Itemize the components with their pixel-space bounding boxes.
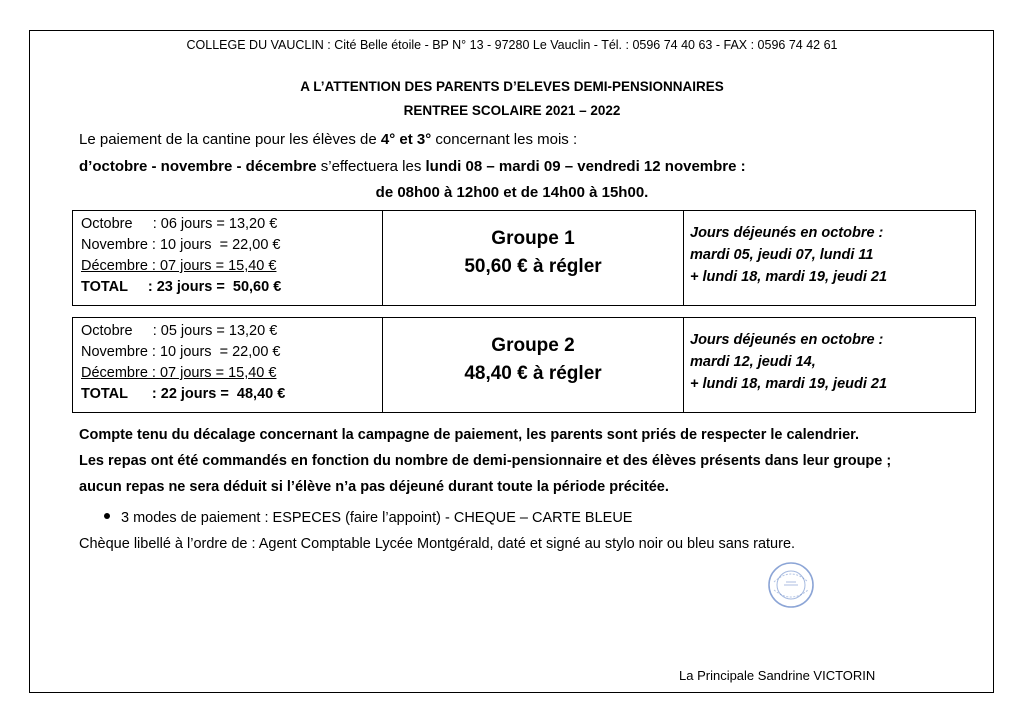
- group-2-table: [72, 317, 976, 413]
- days-line: + lundi 18, mardi 19, jeudi 21: [690, 269, 888, 285]
- group-amount: 50,60 € à régler: [464, 256, 602, 277]
- note-line-3: aucun repas ne sera déduit si l’élève n’a pas déjeuné durant toute la période précitée.: [79, 479, 669, 495]
- group-2-breakdown: [73, 318, 383, 413]
- total-row: TOTAL : 22 jours = 48,40 €: [81, 386, 286, 402]
- title-line-1: A L’ATTENTION DES PARENTS D’ELEVES DEMI-PENSIONNAIRES: [300, 79, 724, 94]
- signature-line: La Principale Sandrine VICTORIN: [679, 668, 876, 683]
- month-row: Novembre : 10 jours = 22,00 €: [81, 237, 281, 253]
- title-line-2: RENTREE SCOLAIRE 2021 – 2022: [403, 103, 621, 118]
- group-1-table: [72, 210, 976, 306]
- days-title: Jours déjeunés en octobre :: [690, 332, 884, 348]
- cheque-instructions: Chèque libellé à l’ordre de : Agent Comptable Lycée Montgérald, daté et signé au stylo noir ou bleu sans rature.: [79, 536, 796, 552]
- intro-line-2: d’octobre - novembre - décembre s’effectuera les lundi 08 – mardi 09 – vendredi 12 novembre :: [79, 158, 746, 175]
- month-row: Octobre : 06 jours = 13,20 €: [81, 216, 278, 232]
- days-line: mardi 05, jeudi 07, lundi 11: [690, 247, 874, 263]
- month-row: Octobre : 05 jours = 13,20 €: [81, 323, 278, 339]
- month-row: Novembre : 10 jours = 22,00 €: [81, 344, 281, 360]
- group-1-days: [684, 211, 976, 306]
- bullet-icon: [104, 513, 110, 519]
- group-1-breakdown: [73, 211, 383, 306]
- group-name: Groupe 1: [491, 228, 575, 249]
- group-name: Groupe 2: [491, 335, 575, 356]
- group-2-summary: [383, 318, 684, 413]
- intro-line-1: Le paiement de la cantine pour les élèves de 4° et 3° concernant les mois :: [79, 131, 578, 148]
- days-line: mardi 12, jeudi 14,: [690, 354, 816, 370]
- school-stamp: [760, 560, 822, 610]
- days-title: Jours déjeunés en octobre :: [690, 225, 884, 241]
- month-row: Décembre : 07 jours = 15,40 €: [81, 365, 277, 381]
- note-line-2: Les repas ont été commandés en fonction du nombre de demi-pensionnaire et des élèves présents dans leur groupe ;: [79, 453, 892, 469]
- payment-modes: 3 modes de paiement : ESPECES (faire l’appoint) - CHEQUE – CARTE BLEUE: [104, 510, 632, 526]
- month-row: Décembre : 07 jours = 15,40 €: [81, 258, 277, 274]
- days-line: + lundi 18, mardi 19, jeudi 21: [690, 376, 888, 392]
- intro-line-3: de 08h00 à 12h00 et de 14h00 à 15h00.: [375, 184, 649, 201]
- school-header: COLLEGE DU VAUCLIN : Cité Belle étoile - BP N° 13 - 97280 Le Vauclin - Tél. : 0596 74 40 63 - FAX : 0596 74 42 61: [186, 38, 838, 52]
- group-1-summary: [383, 211, 684, 306]
- group-amount: 48,40 € à régler: [464, 363, 602, 384]
- total-row: TOTAL : 23 jours = 50,60 €: [81, 279, 282, 295]
- note-line-1: Compte tenu du décalage concernant la campagne de paiement, les parents sont priés de respecter le calendrier.: [79, 427, 860, 443]
- group-2-days: [684, 318, 976, 413]
